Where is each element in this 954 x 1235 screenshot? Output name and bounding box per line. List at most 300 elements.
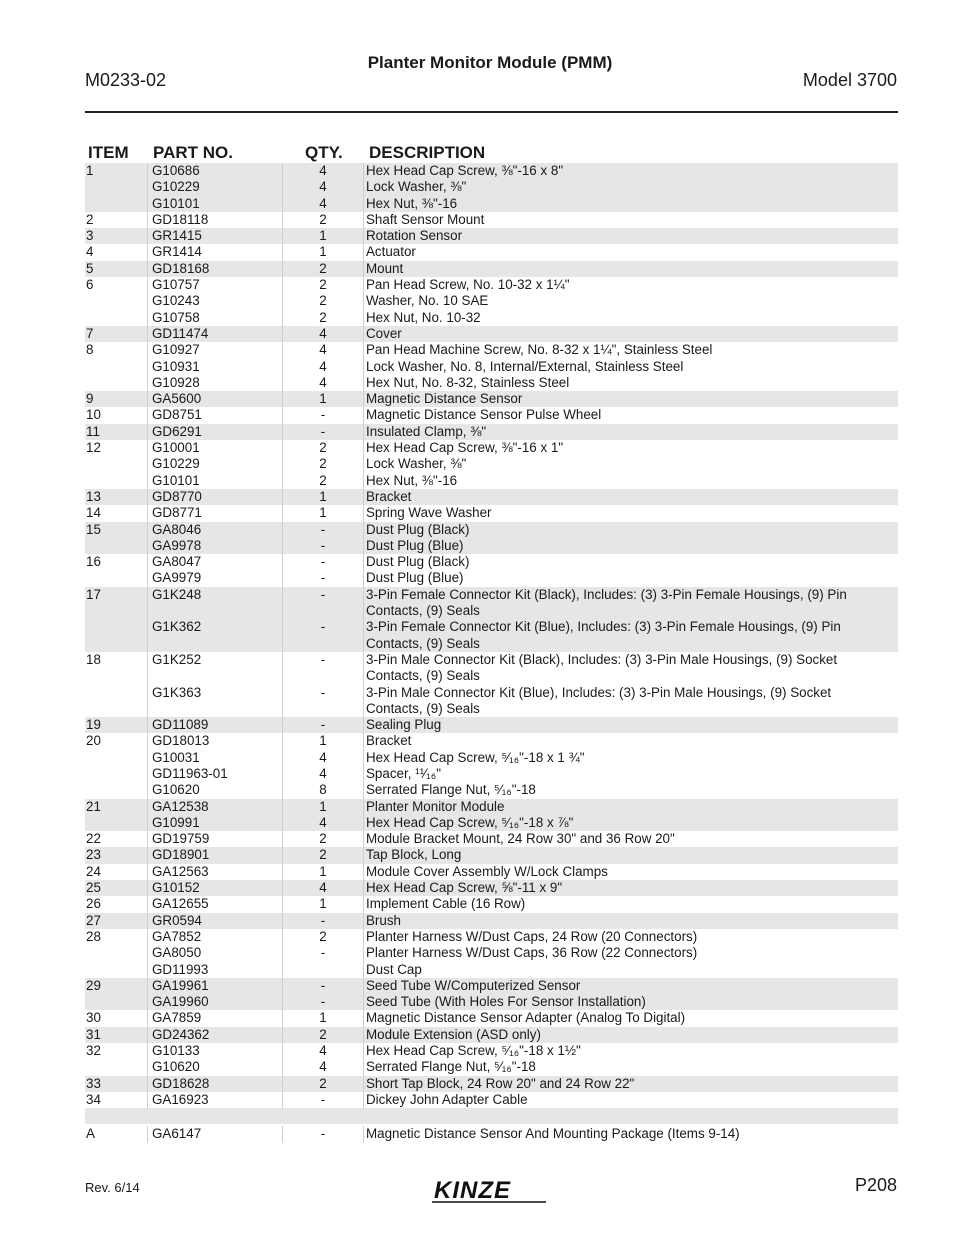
cell-desc: Rotation Sensor	[366, 228, 463, 244]
cell-part: GA9979	[148, 570, 283, 586]
cell-qty: -	[283, 1126, 364, 1142]
cell-part: G10101	[148, 196, 283, 212]
cell-item: A	[85, 1126, 148, 1142]
cell-desc: Lock Washer, No. 8, Internal/External, Stainless Steel	[366, 358, 684, 374]
cell-qty: -	[283, 538, 364, 554]
cell-part: G10031	[148, 750, 283, 766]
cell-item	[85, 293, 148, 309]
table-row	[85, 766, 898, 782]
table-row	[85, 538, 898, 554]
cell-qty: -	[283, 994, 364, 1010]
cell-part: GD18013	[148, 733, 283, 749]
cell-desc: Dust Cap	[366, 961, 422, 977]
cell-item	[85, 538, 148, 554]
cell-part: GA8046	[148, 522, 283, 538]
cell-qty: 1	[283, 733, 364, 749]
cell-desc: Bracket	[366, 488, 412, 504]
cell-part: GR1415	[148, 228, 283, 244]
cell-item: 17	[85, 587, 148, 603]
cell-qty: 2	[283, 456, 364, 472]
cell-part: GA5600	[148, 391, 283, 407]
cell-part: GD11993	[148, 962, 283, 978]
cell-desc: Bracket	[366, 733, 412, 749]
cell-item: 18	[85, 652, 148, 668]
cell-desc: Pan Head Machine Screw, No. 8-32 x 1¼", Stainless Steel	[366, 342, 713, 358]
table-row	[85, 652, 898, 668]
cell-part: G10928	[148, 375, 283, 391]
cell-desc: Seed Tube W/Computerized Sensor	[366, 977, 581, 993]
cell-desc: Planter Monitor Module	[366, 798, 505, 814]
cell-qty: 1	[283, 896, 364, 912]
table-row	[85, 685, 898, 701]
cell-qty: 2	[283, 310, 364, 326]
table-row	[85, 929, 898, 945]
cell-item: 6	[85, 277, 148, 293]
cell-qty: 4	[283, 880, 364, 896]
cell-desc: Planter Harness W/Dust Caps, 36 Row (22 Connectors)	[366, 945, 698, 961]
cell-qty: -	[283, 424, 364, 440]
cell-item	[85, 179, 148, 195]
cell-desc: Brush	[366, 912, 401, 928]
table-row	[85, 505, 898, 521]
table-row	[85, 1027, 898, 1043]
cell-desc: Washer, No. 10 SAE	[366, 293, 489, 309]
cell-desc: 3-Pin Female Connector Kit (Black), Includes: (3) 3-Pin Female Housings, (9) Pin	[366, 586, 847, 602]
cell-qty: 4	[283, 163, 364, 179]
cell-part: G1K252	[148, 652, 283, 668]
cell-part: GD24362	[148, 1027, 283, 1043]
table-row	[85, 962, 898, 978]
cell-desc: Tap Block, Long	[366, 847, 462, 863]
kinze-logo	[432, 1176, 550, 1209]
cell-item	[85, 375, 148, 391]
cell-part: G10001	[148, 440, 283, 456]
table-row	[85, 570, 898, 586]
cell-qty: -	[283, 717, 364, 733]
cell-qty: -	[283, 685, 364, 701]
page-title: Planter Monitor Module (PMM)	[367, 53, 613, 72]
table-row	[85, 212, 898, 228]
cell-item: 29	[85, 978, 148, 994]
cell-part: G10686	[148, 163, 283, 179]
cell-qty	[283, 701, 364, 717]
cell-item	[85, 359, 148, 375]
cell-item	[85, 473, 148, 489]
cell-qty: 4	[283, 750, 364, 766]
table-row	[85, 456, 898, 472]
table-row	[85, 359, 898, 375]
cell-qty: -	[283, 945, 364, 961]
cell-qty: 2	[283, 1027, 364, 1043]
page-number: P208	[854, 1175, 897, 1195]
cell-item	[85, 603, 148, 619]
cell-desc: Magnetic Distance Sensor Adapter (Analog To Digital)	[366, 1010, 686, 1026]
cell-item: 16	[85, 554, 148, 570]
table-row	[85, 587, 898, 603]
table-row	[85, 1076, 898, 1092]
cell-item: 2	[85, 212, 148, 228]
cell-item: 11	[85, 424, 148, 440]
table-row	[85, 619, 898, 635]
table-row	[85, 717, 898, 733]
cell-desc: Implement Cable (16 Row)	[366, 896, 526, 912]
table-row	[85, 1043, 898, 1059]
cell-item	[85, 701, 148, 717]
cell-desc: Short Tap Block, 24 Row 20" and 24 Row 22"	[366, 1075, 635, 1091]
table-row	[85, 261, 898, 277]
cell-desc: Contacts, (9) Seals	[366, 635, 480, 651]
table-header	[85, 141, 898, 163]
cell-qty: 2	[283, 440, 364, 456]
cell-qty: 8	[283, 782, 364, 798]
cell-item	[85, 1059, 148, 1075]
cell-desc: Hex Head Cap Screw, ⁵⁄₁₆"-18 x 1 ¾"	[366, 749, 585, 765]
cell-item: 7	[85, 326, 148, 342]
cell-item: 22	[85, 831, 148, 847]
cell-desc: 3-Pin Male Connector Kit (Black), Includes: (3) 3-Pin Male Housings, (9) Socket	[366, 651, 838, 667]
cell-desc: Mount	[366, 260, 404, 276]
table-row	[85, 473, 898, 489]
table-row	[85, 163, 898, 179]
cell-desc: 3-Pin Female Connector Kit (Blue), Includes: (3) 3-Pin Female Housings, (9) Pin	[366, 619, 841, 635]
cell-item: 4	[85, 244, 148, 260]
cell-part: G10229	[148, 456, 283, 472]
doc-number: M0233-02	[85, 70, 167, 90]
cell-part: G1K363	[148, 685, 283, 701]
cell-part	[148, 636, 283, 652]
cell-qty: 2	[283, 212, 364, 228]
table-row	[85, 407, 898, 423]
table-row	[85, 522, 898, 538]
cell-item	[85, 570, 148, 586]
cell-desc: Planter Harness W/Dust Caps, 24 Row (20 Connectors)	[366, 928, 698, 944]
cell-qty: 1	[283, 489, 364, 505]
cell-part: GD18901	[148, 847, 283, 863]
cell-desc: Module Bracket Mount, 24 Row 30" and 36 Row 20"	[366, 831, 675, 847]
cell-qty: 2	[283, 473, 364, 489]
cell-desc: Module Extension (ASD only)	[366, 1026, 541, 1042]
cell-part: G10991	[148, 815, 283, 831]
model-label: Model 3700	[802, 70, 897, 90]
cell-item: 24	[85, 864, 148, 880]
cell-qty: 4	[283, 179, 364, 195]
cell-desc: Magnetic Distance Sensor Pulse Wheel	[366, 407, 602, 423]
cell-desc: Hex Nut, ⅜"-16	[366, 472, 458, 488]
cell-part: GA8047	[148, 554, 283, 570]
cell-desc: Contacts, (9) Seals	[366, 603, 480, 619]
cell-qty: -	[283, 407, 364, 423]
cell-desc: Serrated Flange Nut, ⁵⁄₁₆"-18	[366, 782, 536, 798]
cell-desc: Lock Washer, ⅜"	[366, 179, 467, 195]
cell-qty: 2	[283, 1076, 364, 1092]
cell-qty: 4	[283, 1059, 364, 1075]
cell-part: GA7852	[148, 929, 283, 945]
logo-text: KINZE	[434, 1177, 511, 1204]
cell-item: 19	[85, 717, 148, 733]
cell-qty: -	[283, 913, 364, 929]
cell-item	[85, 636, 148, 652]
cell-item: 9	[85, 391, 148, 407]
cell-item	[85, 750, 148, 766]
cell-qty: 1	[283, 864, 364, 880]
revision-label: Rev. 6/14	[85, 1180, 140, 1195]
cell-qty: 2	[283, 831, 364, 847]
cell-qty: -	[283, 978, 364, 994]
cell-part: GA12538	[148, 799, 283, 815]
cell-desc: Magnetic Distance Sensor And Mounting Package (Items 9-14)	[366, 1126, 740, 1142]
cell-item: 34	[85, 1092, 148, 1108]
table-row	[85, 554, 898, 570]
cell-item	[85, 685, 148, 701]
table-row	[85, 733, 898, 749]
table-row	[85, 896, 898, 912]
table-row	[85, 750, 898, 766]
cell-part: G10931	[148, 359, 283, 375]
cell-qty: 2	[283, 277, 364, 293]
cell-qty: 4	[283, 326, 364, 342]
cell-desc: Sealing Plug	[366, 717, 442, 733]
cell-qty: 2	[283, 261, 364, 277]
cell-item	[85, 815, 148, 831]
cell-part: GA9978	[148, 538, 283, 554]
cell-desc: Hex Head Cap Screw, ⁵⁄₁₆"-18 x ⅞"	[366, 814, 574, 830]
cell-part: GA19960	[148, 994, 283, 1010]
cell-qty: -	[283, 570, 364, 586]
table-row	[85, 815, 898, 831]
cell-item: 25	[85, 880, 148, 896]
cell-qty	[283, 962, 364, 978]
cell-qty: 4	[283, 815, 364, 831]
cell-qty: 4	[283, 766, 364, 782]
cell-qty	[283, 668, 364, 684]
cell-item: 21	[85, 799, 148, 815]
cell-qty: -	[283, 554, 364, 570]
cell-part: GA8050	[148, 945, 283, 961]
cell-part: GA6147	[148, 1126, 283, 1142]
table-row	[85, 864, 898, 880]
cell-item	[85, 310, 148, 326]
cell-desc: Insulated Clamp, ⅜"	[366, 423, 487, 439]
cell-desc: Hex Head Cap Screw, ⅜"-16 x 1"	[366, 440, 564, 456]
cell-part: G1K362	[148, 619, 283, 635]
cell-desc: Spring Wave Washer	[366, 505, 492, 521]
cell-item: 5	[85, 261, 148, 277]
cell-part: GA19961	[148, 978, 283, 994]
table-row	[85, 603, 898, 619]
cell-desc: Hex Nut, No. 10-32	[366, 309, 481, 325]
cell-item: 27	[85, 913, 148, 929]
cell-part: G10758	[148, 310, 283, 326]
cell-part: G10133	[148, 1043, 283, 1059]
table-row	[85, 489, 898, 505]
col-part-no: PART NO.	[153, 143, 233, 162]
cell-desc: Pan Head Screw, No. 10-32 x 1¼"	[366, 277, 570, 293]
table-row	[85, 1059, 898, 1075]
col-qty: QTY.	[305, 143, 343, 162]
cell-desc: Contacts, (9) Seals	[366, 700, 480, 716]
table-row	[85, 994, 898, 1010]
col-item: ITEM	[88, 143, 129, 162]
table-row	[85, 701, 898, 717]
package-row	[85, 1126, 898, 1142]
cell-desc: Hex Nut, No. 8-32, Stainless Steel	[366, 374, 570, 390]
cell-part: GD11474	[148, 326, 283, 342]
cell-part: GD6291	[148, 424, 283, 440]
cell-item: 14	[85, 505, 148, 521]
cell-part: G10620	[148, 1059, 283, 1075]
cell-item: 20	[85, 733, 148, 749]
header-divider	[85, 111, 898, 113]
cell-desc: Cover	[366, 325, 402, 341]
cell-part: GD11963-01	[148, 766, 283, 782]
cell-desc: Dust Plug (Blue)	[366, 537, 464, 553]
cell-desc: Module Cover Assembly W/Lock Clamps	[366, 863, 608, 879]
cell-qty: 1	[283, 244, 364, 260]
table-row	[85, 978, 898, 994]
cell-qty: -	[283, 619, 364, 635]
cell-item	[85, 196, 148, 212]
cell-desc: Serrated Flange Nut, ⁵⁄₁₆"-18	[366, 1059, 536, 1075]
table-row	[85, 293, 898, 309]
cell-desc: Seed Tube (With Holes For Sensor Installation)	[366, 994, 646, 1010]
cell-part	[148, 603, 283, 619]
table-row	[85, 440, 898, 456]
cell-qty: 2	[283, 293, 364, 309]
cell-part: GR1414	[148, 244, 283, 260]
cell-qty: 4	[283, 196, 364, 212]
cell-part: GD8751	[148, 407, 283, 423]
cell-qty: 4	[283, 359, 364, 375]
table-row	[85, 228, 898, 244]
cell-desc: Dust Plug (Black)	[366, 554, 470, 570]
cell-item	[85, 782, 148, 798]
cell-part: G10229	[148, 179, 283, 195]
table-row	[85, 196, 898, 212]
cell-desc: 3-Pin Male Connector Kit (Blue), Includes: (3) 3-Pin Male Housings, (9) Socket	[366, 684, 832, 700]
cell-qty	[283, 636, 364, 652]
table-row	[85, 391, 898, 407]
table-row	[85, 310, 898, 326]
cell-item: 33	[85, 1076, 148, 1092]
cell-item	[85, 766, 148, 782]
cell-desc: Shaft Sensor Mount	[366, 211, 485, 227]
cell-qty: -	[283, 522, 364, 538]
cell-part: GD11089	[148, 717, 283, 733]
cell-desc: Dickey John Adapter Cable	[366, 1091, 528, 1107]
cell-desc: Hex Head Cap Screw, ⁵⁄₁₆"-18 x 1½"	[366, 1043, 581, 1059]
cell-qty: 2	[283, 929, 364, 945]
cell-qty	[283, 603, 364, 619]
table-row	[85, 799, 898, 815]
cell-item: 10	[85, 407, 148, 423]
kinze-logo-mark	[432, 1176, 550, 1204]
table-row	[85, 945, 898, 961]
table-row	[85, 179, 898, 195]
cell-part: GD18628	[148, 1076, 283, 1092]
cell-part: GR0594	[148, 913, 283, 929]
cell-part: G10757	[148, 277, 283, 293]
cell-desc: Spacer, ¹¹⁄₁₆"	[366, 765, 441, 781]
cell-qty: 1	[283, 391, 364, 407]
table-row	[85, 342, 898, 358]
cell-desc: Dust Plug (Blue)	[366, 570, 464, 586]
cell-qty: 4	[283, 1043, 364, 1059]
cell-part: GA12563	[148, 864, 283, 880]
cell-part: GD19759	[148, 831, 283, 847]
cell-desc: Contacts, (9) Seals	[366, 668, 480, 684]
table-body	[85, 163, 898, 1108]
cell-part: G10620	[148, 782, 283, 798]
cell-item	[85, 619, 148, 635]
cell-item: 13	[85, 489, 148, 505]
cell-desc: Magnetic Distance Sensor	[366, 391, 523, 407]
cell-item	[85, 456, 148, 472]
table-row	[85, 424, 898, 440]
cell-qty: 4	[283, 342, 364, 358]
cell-qty: -	[283, 587, 364, 603]
cell-part: G10152	[148, 880, 283, 896]
table-row	[85, 847, 898, 863]
table-row	[85, 782, 898, 798]
cell-item: 1	[85, 163, 148, 179]
table-row	[85, 913, 898, 929]
cell-part: GD18118	[148, 212, 283, 228]
cell-desc: Lock Washer, ⅜"	[366, 456, 467, 472]
cell-desc: Hex Head Cap Screw, ⅜"-16 x 8"	[366, 163, 564, 178]
cell-qty: 1	[283, 228, 364, 244]
parts-table	[85, 141, 898, 1143]
cell-qty: -	[283, 652, 364, 668]
cell-part: GA16923	[148, 1092, 283, 1108]
table-row	[85, 244, 898, 260]
cell-part: GD8770	[148, 489, 283, 505]
cell-desc: Dust Plug (Black)	[366, 521, 470, 537]
table-row	[85, 831, 898, 847]
cell-part	[148, 701, 283, 717]
cell-item	[85, 962, 148, 978]
cell-item: 30	[85, 1010, 148, 1026]
table-row	[85, 326, 898, 342]
cell-desc: Actuator	[366, 244, 416, 260]
cell-item: 15	[85, 522, 148, 538]
cell-desc: Hex Head Cap Screw, ⅝"-11 x 9"	[366, 880, 563, 896]
cell-part: G10243	[148, 293, 283, 309]
cell-part: GD8771	[148, 505, 283, 521]
table-row	[85, 636, 898, 652]
cell-qty: 2	[283, 847, 364, 863]
cell-part: G10927	[148, 342, 283, 358]
table-row	[85, 277, 898, 293]
cell-qty: -	[283, 1092, 364, 1108]
cell-part: GA12655	[148, 896, 283, 912]
cell-item: 3	[85, 228, 148, 244]
cell-part	[148, 668, 283, 684]
cell-item: 8	[85, 342, 148, 358]
cell-item: 28	[85, 929, 148, 945]
cell-qty: 1	[283, 505, 364, 521]
cell-qty: 1	[283, 1010, 364, 1026]
table-row	[85, 880, 898, 896]
cell-item: 31	[85, 1027, 148, 1043]
cell-item	[85, 945, 148, 961]
cell-item: 12	[85, 440, 148, 456]
table-row	[85, 1010, 898, 1026]
table-row	[85, 668, 898, 684]
cell-part: GA7859	[148, 1010, 283, 1026]
col-description: DESCRIPTION	[369, 143, 486, 162]
cell-item	[85, 994, 148, 1010]
cell-qty: 1	[283, 799, 364, 815]
